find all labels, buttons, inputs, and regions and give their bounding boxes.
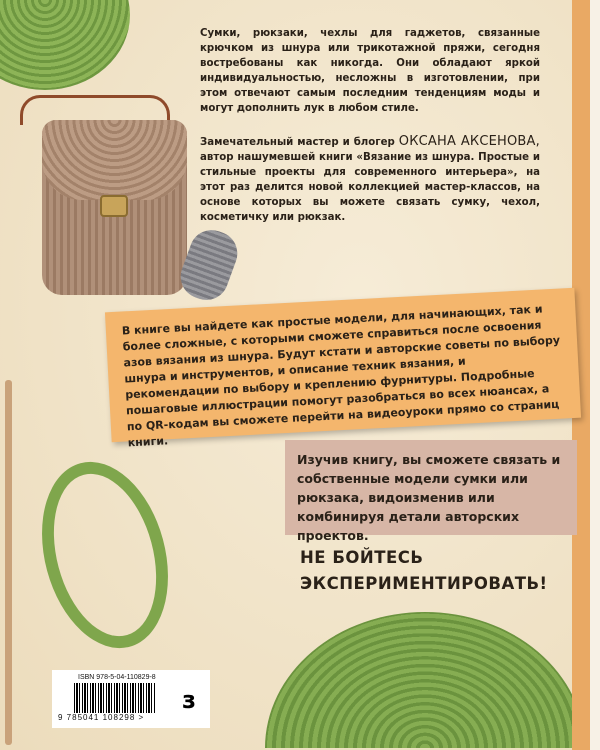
green-yarn-coil-image [0,0,130,90]
cover-edge [590,0,600,750]
intro-paragraph: Сумки, рюкзаки, чехлы для гаджетов, связанные крючком из шнура или трикотажной пряжи, сегодня востребованы как никогда. Они обладают яркой индивидуальностью, несложны в изготовлении, при этом отвечают самым последним тенденциям моды и могут дополнить лук в любом стиле. [200,28,540,114]
slogan [300,545,548,597]
isbn-text: ISBN 978-5-04-110829-8 [78,674,156,681]
barcode-bars [74,683,156,713]
slogan-line-1: НЕ БОЙТЕСЬ [300,548,424,567]
green-wristlet-image [22,448,187,663]
crochet-hook-image [5,380,12,745]
publisher-logo-icon: з [182,686,196,714]
green-oval-crochet-image [265,612,585,748]
orange-description-box: В книге вы найдете как простые модели, для начинающих, так и более сложные, с которыми сможете справиться после освоения азов вязания из шнура. Будут кстати и авторские советы по выбору шнура и инструментов, и описание техник вязания, и рекомендации по выбору и креплению фурнитуры. Подробные пошаговые иллюстрации помогут разобраться во всех нюансах, а по QR-кодам вы сможете перейти на видеоуроки прямо со страниц книги. [105,288,581,442]
bag-clasp-image [100,195,128,217]
barcode-number: 9 785041 108298 > [58,713,145,722]
pink-description-box: Изучив книгу, вы сможете связать и собственные модели сумки или рюкзака, видоизменив или комбинируя детали авторских проектов. [285,440,577,535]
author-name: ОКСАНА АКСЕНОВА, [398,134,540,149]
slogan-line-2: ЭКСПЕРИМЕНТИРОВАТЬ! [300,574,548,593]
author-paragraph-rest: автор нашумевшей книги «Вязание из шнура. Простые и стильные проекты для современного интерьера», на этот раз делится новой коллекцией мастер-классов, на основе которых вы можете связать сумку, чехол, косметичку или рюкзак. [200,152,540,223]
bag-flap-image [42,120,187,200]
author-paragraph [200,134,540,225]
author-lead: Замечательный мастер и блогер [200,137,399,148]
barcode-block [52,670,210,728]
